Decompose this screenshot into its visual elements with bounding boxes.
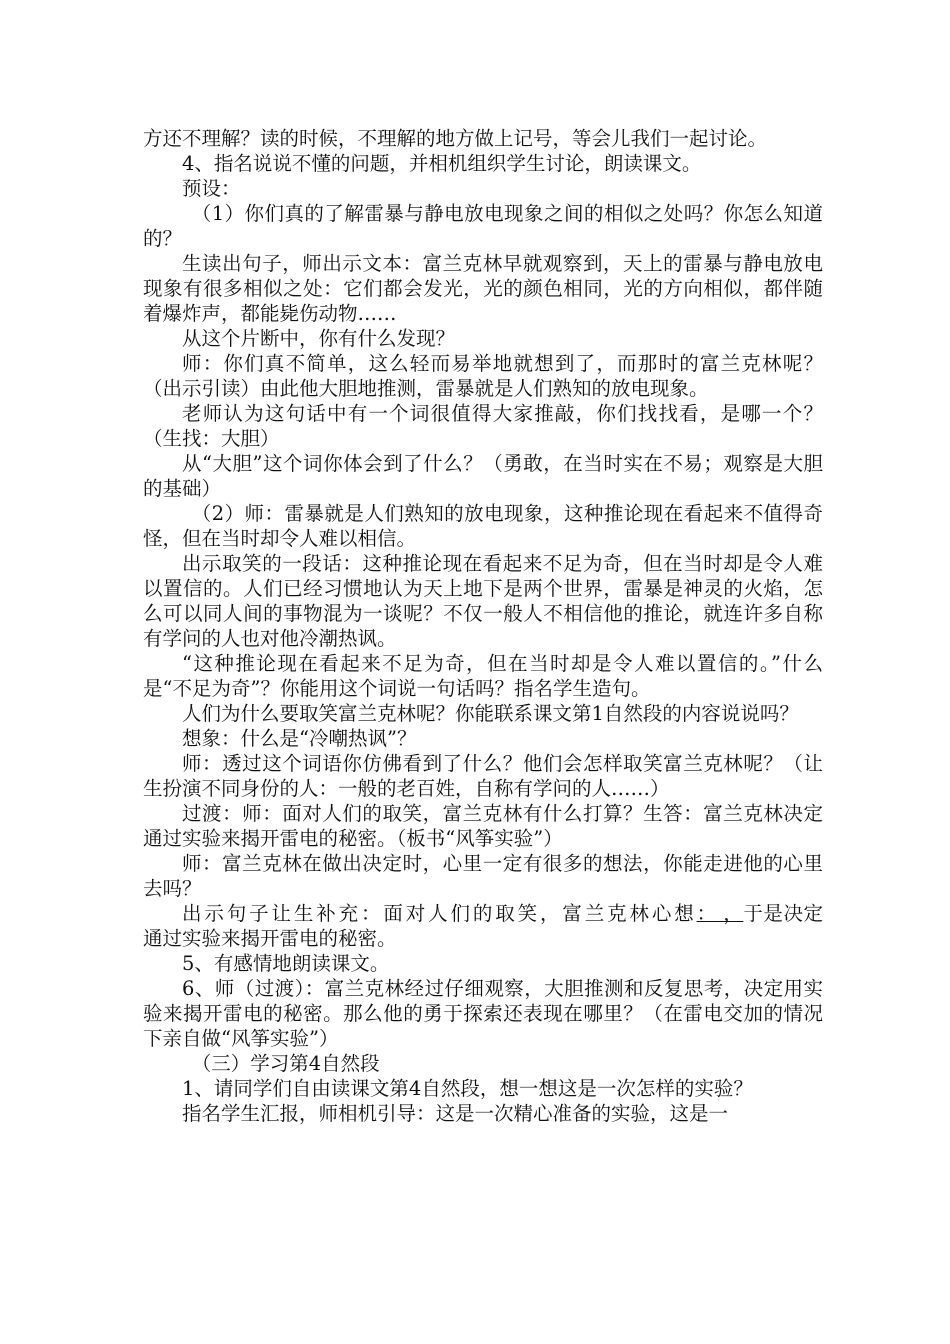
paragraph-preset: 预设： [182,177,241,200]
section-heading-3: （三）学习第4自然段 [191,1052,380,1075]
paragraph-step-4: 4、指名说说不懂的问题，并相机组织学生讨论，朗读课文。 [182,152,702,175]
paragraph-inner-thoughts: 师：富兰克林在做出决定时，心里一定有很多的想法，你能走进他的心里去吗？ [143,852,823,900]
paragraph-read-4: 1、请同学们自由读课文第4自然段，想一想这是一次怎样的实验？ [182,1077,753,1100]
paragraph-report: 指名学生汇报，师相机引导：这是一次精心准备的实验，这是一 [182,1102,729,1125]
paragraph-discovery: 从这个片断中，你有什么发现？ [182,327,456,350]
paragraph-fill-sentence [143,901,823,951]
paragraph-dadan: 从“大胆”这个词你体会到了什么？（勇敢，在当时实在不易；观察是大胆的基础） [143,452,823,500]
paragraph-mocking-passage: 出示取笑的一段话：这种推论现在看起来不足为奇，但在当时却是令人难以置信的。人们已经习惯地认为天上地下是两个世界，雷暴是神灵的火焰，怎么可以同人间的事物混为一谈呢？不仅一般人不相信他的推论，就连许多自称有学问的人也对他冷潮热讽。 [143,552,823,650]
paragraph-buzuweiqi: “这种推论现在看起来不足为奇，但在当时却是令人难以置信的。”什么是“不足为奇”？你能用这个词说一句话吗？指名学生造句。 [143,652,823,700]
paragraph-continuation: 方还不理解？读的时候，不理解的地方做上记号，等会儿我们一起讨论。 [143,127,768,150]
paragraph-step-6: 6、师（过渡）：富兰克林经过仔细观察，大胆推测和反复思考，决定用实验来揭开雷电的秘密。那么他的勇于探索还表现在哪里？（在雷电交加的情况下亲自做“风筝实验”） [143,977,823,1050]
paragraph-question-2: （2）师：雷暴就是人们熟知的放电现象，这种推论现在看起来不值得奇怪，但在当时却令人难以相信。 [143,502,823,550]
document-page [143,126,823,1126]
paragraph-question-1: （1）你们真的了解雷暴与静电放电现象之间的相似之处吗？你怎么知道的？ [143,202,823,250]
paragraph-transition: 过渡：师：面对人们的取笑，富兰克林有什么打算？生答：富兰克林决定通过实验来揭开雷电的秘密。（板书“风筝实验”） [143,802,823,850]
paragraph-text-display: 生读出句子，师出示文本：富兰克林早就观察到，天上的雷暴与静电放电现象有很多相似之处：它们都会发光，光的颜色相同，光的方向相似，都伴随着爆炸声，都能毙伤动物…… [143,252,823,325]
fill-sentence-end: 于是决定通过实验来揭开雷电的秘密。 [143,902,823,950]
paragraph-why-mock: 人们为什么要取笑富兰克林呢？你能联系课文第1自然段的内容说说吗？ [182,702,799,725]
paragraph-roleplay: 师：透过这个词语你仿佛看到了什么？他们会怎样取笑富兰克林呢？（让生扮演不同身份的人：一般的老百姓，自称有学问的人……） [143,752,823,800]
paragraph-word-study: 老师认为这句话中有一个词很值得大家推敲，你们找找看，是哪一个？（生找：大胆） [143,402,823,450]
fill-blank: ： ， [696,902,744,925]
paragraph-step-5: 5、有感情地朗读课文。 [182,952,390,975]
paragraph-imagine: 想象：什么是“冷嘲热讽”？ [182,727,417,750]
fill-sentence-prompt: 出示句子让生补充：面对人们的取笑，富兰克林心想 [182,902,697,925]
paragraph-teacher-bold: 师：你们真不简单，这么轻而易举地就想到了，而那时的富兰克林呢？（出示引读）由此他大胆地推测，雷暴就是人们熟知的放电现象。 [143,352,823,400]
